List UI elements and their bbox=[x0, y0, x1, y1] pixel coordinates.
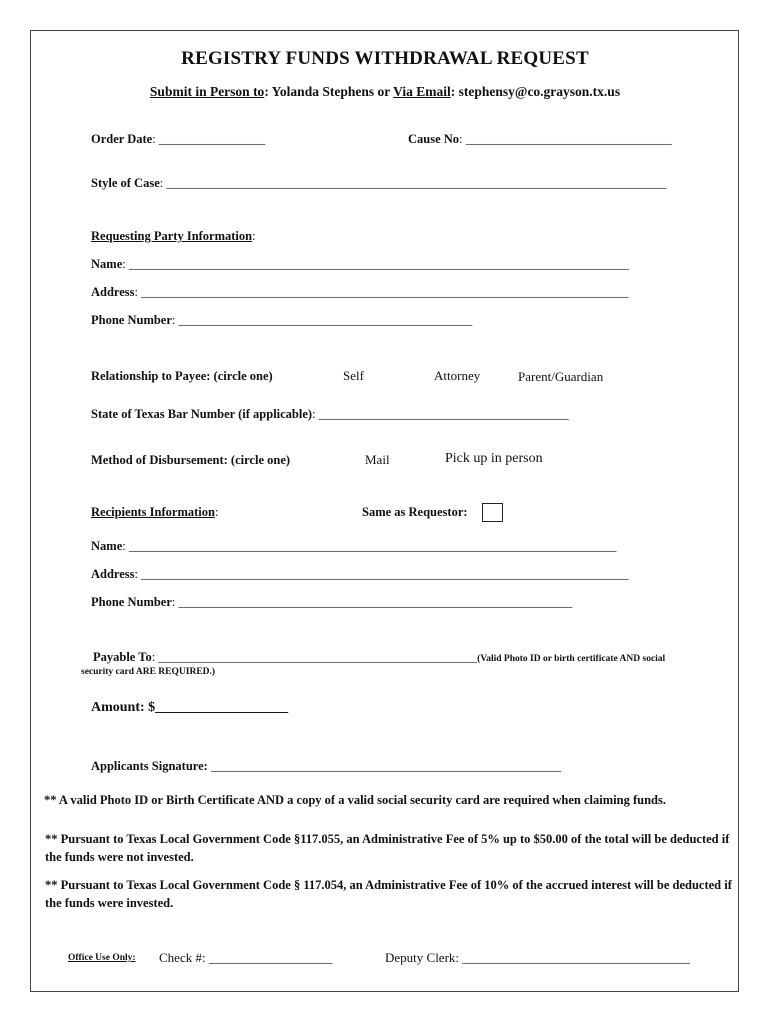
disbursement-label-hint: : (circle one) bbox=[223, 453, 291, 467]
amount-label: Amount: $ bbox=[91, 700, 156, 715]
bar-number-label: State of Texas Bar Number (if applicable) bbox=[91, 407, 313, 421]
submit-instructions bbox=[0, 84, 770, 100]
via-email-label: Via Email bbox=[393, 84, 451, 99]
payable-to-field[interactable] bbox=[93, 650, 665, 665]
cause-no-field[interactable] bbox=[408, 132, 672, 147]
relationship-option-attorney[interactable]: Attorney bbox=[434, 368, 481, 383]
payable-to-note-cont: security card ARE REQUIRED.) bbox=[81, 667, 216, 677]
recipients-heading-colon: : bbox=[214, 505, 219, 519]
requesting-name-line[interactable]: : ________________________________________________________________________________ bbox=[122, 257, 629, 271]
relationship-label: Relationship to Payee: (circle one) bbox=[91, 369, 273, 383]
style-of-case-field[interactable] bbox=[91, 176, 666, 191]
disbursement-option-mail[interactable]: Mail bbox=[365, 452, 390, 467]
recipient-phone-field[interactable] bbox=[91, 595, 572, 610]
disbursement-label bbox=[91, 453, 290, 468]
recipient-address-field[interactable] bbox=[91, 567, 629, 582]
relationship-option-parent-guardian[interactable]: Parent/Guardian bbox=[518, 369, 604, 384]
style-of-case-line[interactable]: : ________________________________________________________________________________ bbox=[159, 176, 667, 190]
submit-in-person-name: : Yolanda Stephens or bbox=[264, 84, 394, 99]
requesting-party-heading bbox=[91, 229, 256, 244]
note-admin-fee-invested: ** Pursuant to Texas Local Government Code § 117.054, an Administrative Fee of 10% of the accrued interest will be deducted if the funds were invested. bbox=[45, 878, 732, 910]
requesting-party-heading-colon: : bbox=[252, 229, 256, 243]
recipient-name-line[interactable]: : ______________________________________________________________________________ bbox=[122, 539, 617, 553]
requesting-address-line[interactable]: : ______________________________________________________________________________ bbox=[134, 285, 629, 299]
requesting-party-heading-text: Requesting Party Information bbox=[91, 229, 253, 243]
payable-to-label: Payable To bbox=[93, 650, 152, 664]
note-id-requirement: ** A valid Photo ID or Birth Certificate AND a copy of a valid social security card are required when claiming funds. bbox=[44, 793, 666, 807]
signature-label: Applicants Signature: bbox=[91, 759, 208, 773]
signature-line[interactable]: ________________________________________________________ bbox=[207, 759, 561, 773]
disbursement-option-pickup[interactable]: Pick up in person bbox=[445, 451, 543, 466]
same-as-requestor-label: Same as Requestor: bbox=[362, 505, 468, 519]
recipients-heading-text: Recipients Information bbox=[91, 505, 215, 519]
requesting-phone-label: Phone Number bbox=[91, 313, 172, 327]
order-date-line[interactable]: : _________________ bbox=[152, 132, 266, 146]
payable-to-line[interactable]: : ___________________________________________________ bbox=[151, 650, 478, 664]
recipient-name-field[interactable] bbox=[91, 539, 616, 554]
requesting-name-label: Name bbox=[91, 257, 123, 271]
note-admin-fee-not-invested: ** Pursuant to Texas Local Government Code §117.055, an Administrative Fee of 5% up to $50.00 of the total will be deducted if the funds were not invested. bbox=[45, 832, 730, 864]
check-number-field[interactable]: Check #: ___________________ bbox=[159, 950, 333, 965]
disbursement-label-main: Method of Disbursement bbox=[91, 453, 224, 467]
recipient-address-line[interactable]: : ______________________________________________________________________________ bbox=[134, 567, 629, 581]
form-title: REGISTRY FUNDS WITHDRAWAL REQUEST bbox=[181, 48, 589, 69]
recipient-phone-line[interactable]: : _______________________________________________________________ bbox=[171, 595, 573, 609]
bar-number-line[interactable]: : ________________________________________ bbox=[312, 407, 569, 421]
style-of-case-label: Style of Case bbox=[91, 176, 160, 190]
requesting-address-label: Address bbox=[91, 285, 135, 299]
requesting-name-field[interactable] bbox=[91, 257, 629, 272]
requesting-phone-line[interactable]: : _______________________________________________ bbox=[171, 313, 473, 327]
amount-line[interactable]: ___________________ bbox=[155, 700, 289, 715]
amount-field[interactable] bbox=[91, 700, 288, 716]
same-as-requestor-checkbox[interactable] bbox=[482, 503, 503, 522]
recipients-heading bbox=[91, 505, 218, 520]
order-date-field[interactable] bbox=[91, 132, 265, 147]
relationship-option-self[interactable]: Self bbox=[343, 368, 364, 383]
requesting-phone-field[interactable] bbox=[91, 313, 472, 328]
requesting-address-field[interactable] bbox=[91, 285, 629, 300]
recipient-phone-label: Phone Number bbox=[91, 595, 172, 609]
office-use-label: Office Use Only: bbox=[68, 953, 136, 963]
bar-number-field[interactable] bbox=[91, 407, 569, 422]
cause-no-label: Cause No bbox=[408, 132, 460, 146]
payable-to-note: (Valid Photo ID or birth certificate AND social bbox=[477, 654, 666, 664]
recipient-name-label: Name bbox=[91, 539, 123, 553]
order-date-label: Order Date bbox=[91, 132, 153, 146]
cause-no-line[interactable]: : _________________________________ bbox=[459, 132, 672, 146]
submit-email: : stephensy@co.grayson.tx.us bbox=[450, 84, 621, 99]
recipient-address-label: Address bbox=[91, 567, 135, 581]
signature-field[interactable] bbox=[91, 759, 561, 774]
submit-in-person-label: Submit in Person to bbox=[149, 84, 265, 99]
deputy-clerk-field[interactable]: Deputy Clerk: ___________________________________ bbox=[385, 950, 690, 965]
